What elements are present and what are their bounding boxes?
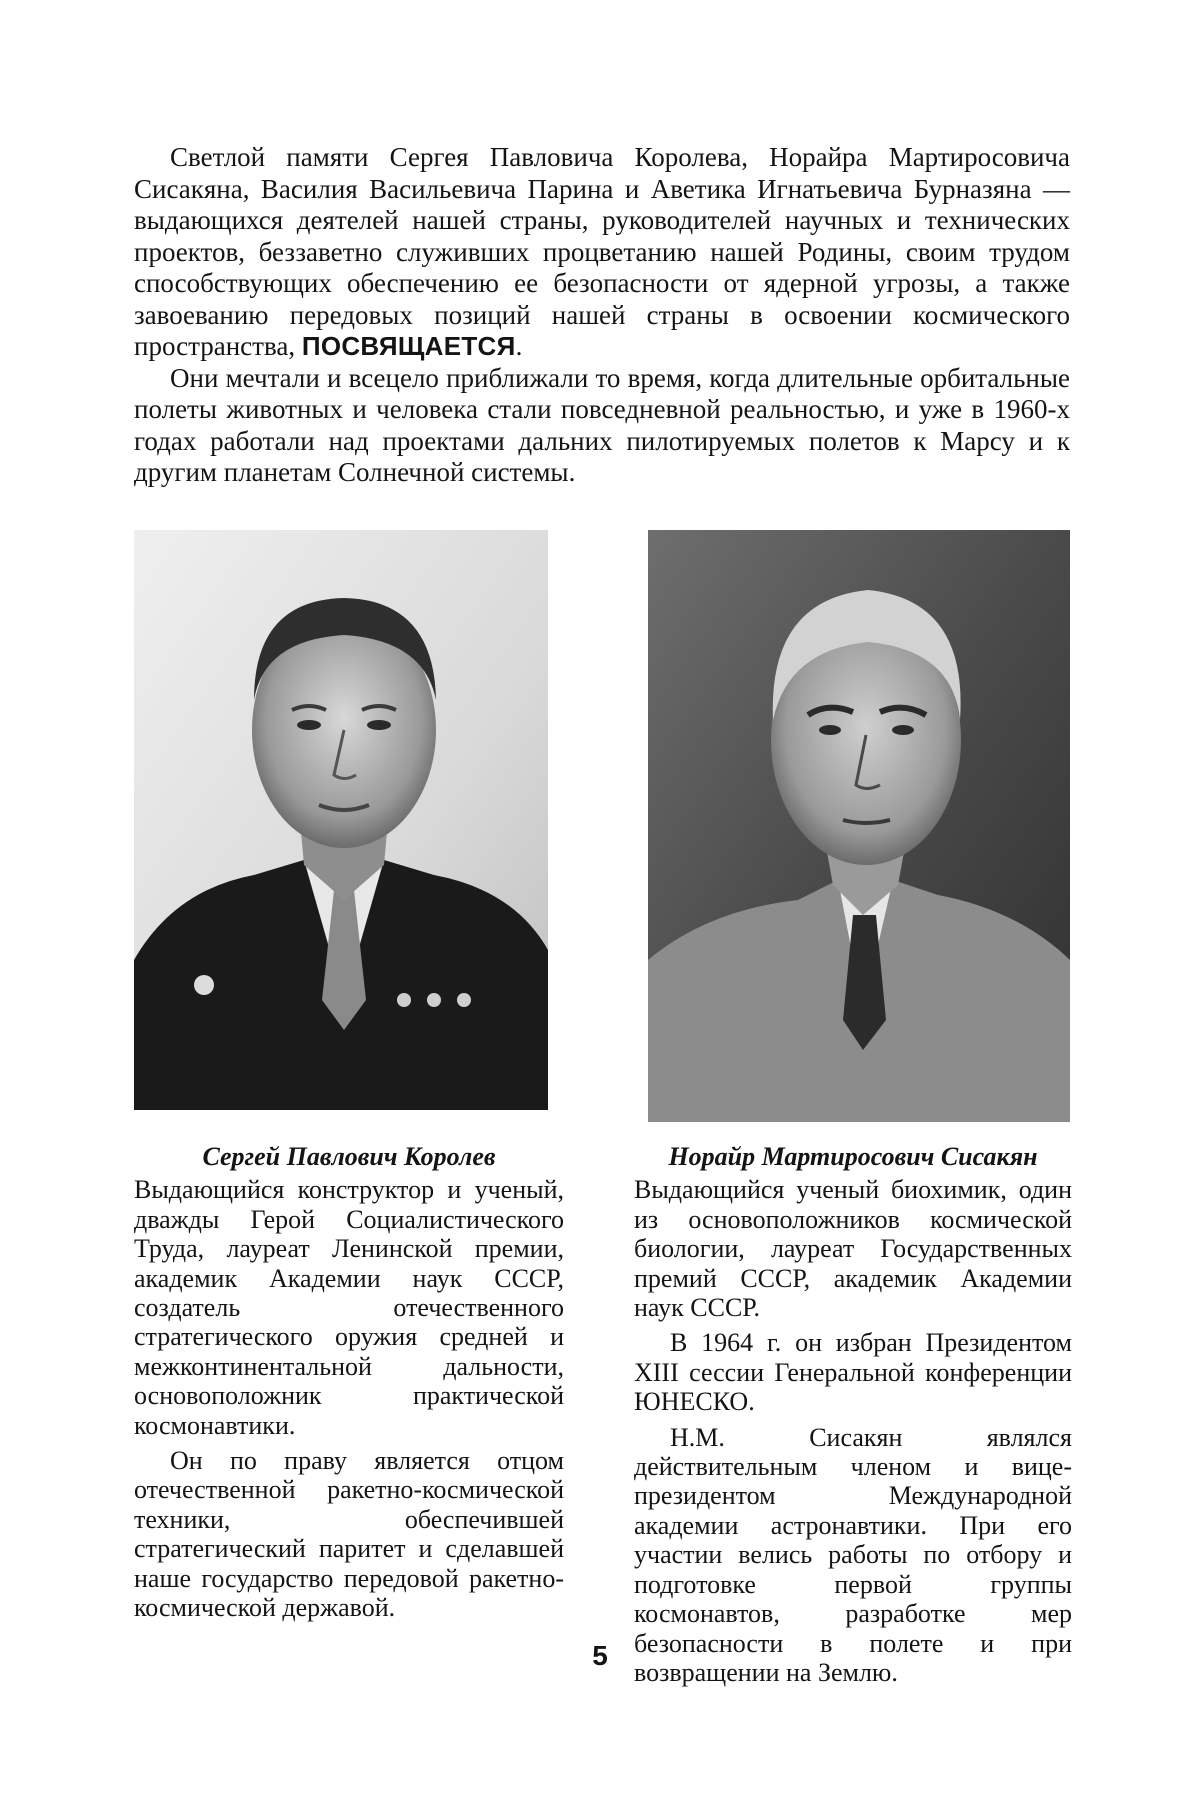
- dedication-emphasis: ПОСВЯЩАЕТСЯ: [301, 331, 516, 361]
- dedication-text: [134, 142, 1070, 489]
- dedication-paragraph-2: Они мечтали и всецело приближали то время, когда длительные орбитальные полеты животных и человека стали повседневной реальностью, и уже в 1960-х годах работали над проектами дальних пилотируемых полетов к Марсу и к другим планетам Солнечной системы.: [134, 362, 1070, 487]
- portrait-photo-icon: [134, 530, 548, 1110]
- biography-paragraph: Выдающийся конструктор и ученый, дважды Герой Социалистического Труда, лауреат Ленинской премии, академик Академии наук СССР, создатель отечественного стратегического оружия средней и межконтинентальной дальности, основоположник практической космонавтики.: [134, 1175, 564, 1440]
- portrait-photo-sisakyan: [648, 530, 1070, 1122]
- biography-korolev: [134, 1142, 564, 1623]
- person-name: Сергей Павлович Королев: [202, 1142, 496, 1171]
- biography-paragraph: В 1964 г. он избран Президентом XIII сессии Генеральной конференции ЮНЕСКО.: [634, 1328, 1072, 1417]
- portrait-photo-korolev: [134, 530, 548, 1110]
- biography-sisakyan: [634, 1142, 1072, 1687]
- person-name: Норайр Мартиросович Сисакян: [668, 1142, 1038, 1171]
- biography-paragraph: Н.М. Сисакян являлся действительным членом и вице-президентом Международной академии астронавтики. При его участии велись работы по отбору и подготовке первой группы космонавтов, разработке мер безопасности в полете и при возвращении на Землю.: [634, 1422, 1072, 1687]
- biography-paragraph: Он по праву является отцом отечественной ракетно-космической техники, обеспечившей стратегический паритет и сделавшей наше государство передовой ракетно-космической державой.: [134, 1446, 564, 1623]
- page-number: 5: [592, 1640, 608, 1671]
- portrait-photo-icon: [648, 530, 1070, 1122]
- biography-paragraph: Выдающийся ученый биохимик, один из основоположников космической биологии, лауреат Государственных премий СССР, академик Академии наук СССР.: [634, 1175, 1072, 1323]
- dedication-paragraph-1: Светлой памяти Сергея Павловича Королева, Норайра Мартиросовича Сисакяна, Василия Васильевича Парина и Аветика Игнатьевича Бурназяна — выдающихся деятелей нашей страны, руководителей научных и технических проектов, беззаветно служивших процветанию нашей Родины, своим трудом способствующих обеспечению ее безопасности от ядерной угрозы, а также завоеванию передовых позиций нашей страны в освоении космического пространства, ПОСВЯЩАЕТСЯ.: [134, 142, 1070, 361]
